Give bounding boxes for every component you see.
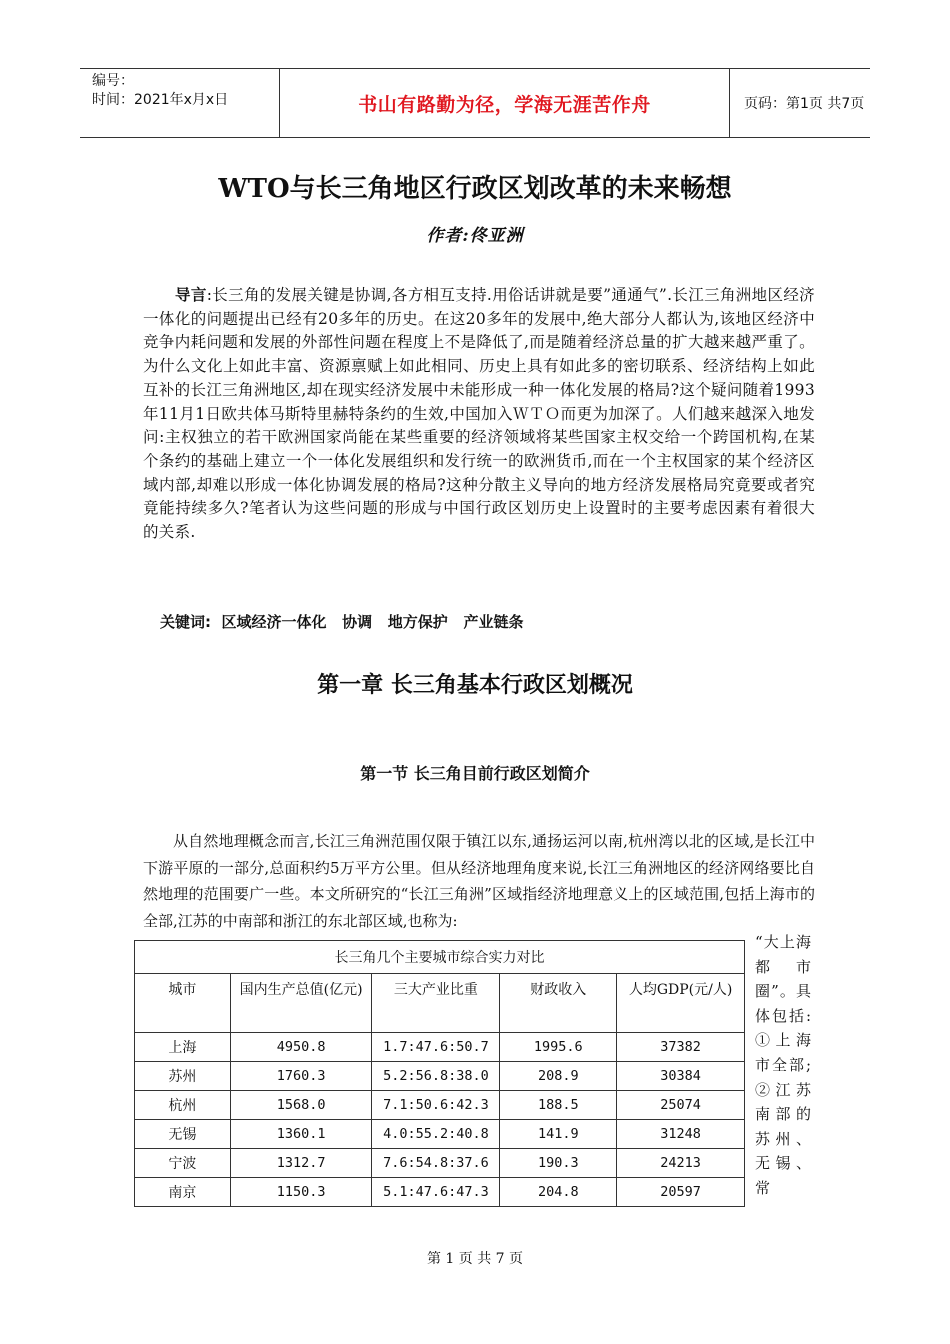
body-paragraph bbox=[143, 828, 815, 934]
column-header: 城市 bbox=[135, 974, 231, 1033]
table-cell: 31248 bbox=[617, 1120, 745, 1149]
table-cell: 1.7:47.6:50.7 bbox=[372, 1033, 500, 1062]
table-cell: 188.5 bbox=[500, 1091, 617, 1120]
table-cell: 无锡 bbox=[135, 1120, 231, 1149]
table-header-row bbox=[135, 974, 745, 1033]
table-cell: 1760.3 bbox=[230, 1062, 372, 1091]
table-cell: 5.1:47.6:47.3 bbox=[372, 1178, 500, 1207]
table-row bbox=[135, 1178, 745, 1207]
doc-time-label: 时间：2021年x月x日 bbox=[92, 92, 229, 108]
table-cell: 208.9 bbox=[500, 1062, 617, 1091]
table-cell: 190.3 bbox=[500, 1149, 617, 1178]
section-heading: 第一节 长三角目前行政区划简介 bbox=[360, 764, 590, 783]
document-author: 作者:佟亚洲 bbox=[426, 226, 524, 246]
column-header: 三大产业比重 bbox=[372, 974, 500, 1033]
table-cell: 1568.0 bbox=[230, 1091, 372, 1120]
column-header: 国内生产总值(亿元) bbox=[230, 974, 372, 1033]
header-motto: 书山有路勤为径，学海无涯苦作舟 bbox=[358, 93, 651, 116]
city-comparison-table bbox=[134, 940, 745, 1207]
header-motto-cell bbox=[280, 69, 730, 137]
intro-paragraph bbox=[143, 284, 815, 545]
table-cell: 37382 bbox=[617, 1033, 745, 1062]
column-header: 财政收入 bbox=[500, 974, 617, 1033]
table-cell: 7.6:54.8:37.6 bbox=[372, 1149, 500, 1178]
body-text: 从自然地理概念而言,长江三角洲范围仅限于镇江以东,通扬运河以南,杭州湾以北的区域,是长江中下游平原的一部分,总面积约5万平方公里。但从经济地理角度来说,长江三角洲地区的经济网络要比自然地理的范围要广一些。本文所研究的“长江三角洲”区域指经济地理意义上的区域范围,包括上海市的全部,江苏的中南部和浙江的东北部区域,也称为: bbox=[143, 832, 815, 930]
table-row bbox=[135, 1149, 745, 1178]
page-header bbox=[80, 68, 870, 138]
table-cell: 30384 bbox=[617, 1062, 745, 1091]
table-cell: 苏州 bbox=[135, 1062, 231, 1091]
table-cell: 5.2:56.8:38.0 bbox=[372, 1062, 500, 1091]
table-cell: 宁波 bbox=[135, 1149, 231, 1178]
chapter-heading: 第一章 长三角基本行政区划概况 bbox=[317, 673, 633, 698]
doc-number-label: 编号： bbox=[92, 73, 134, 89]
table-cell: 4950.8 bbox=[230, 1033, 372, 1062]
intro-text: :长三角的发展关键是协调,各方相互支持.用俗话讲就是要”通通气”.长江三角洲地区经济一体化的问题提出已经有20多年的历史。在这20多年的发展中,绝大部分人都认为,该地区经济中竞争内耗问题和发展的外部性问题在程度上不是降低了,而是随着经济总量的扩大越来越严重了。为什么文化上如此丰富、资源禀赋上如此相同、历史上具有如此多的密切联系、经济结构上如此互补的长江三角洲地区,却在现实经济发展中未能形成一种一体化发展的格局?这个疑问随着1993年11月1日欧共体马斯特里赫特条约的生效,中国加入ＷＴＯ而更为加深了。人们越来越深入地发问:主权独立的若干欧洲国家尚能在某些重要的经济领域将某些国家主权交给一个跨国机构,在某个条约的基础上建立一个一体化发展组织和发行统一的欧洲货币,而在一个主权国家的某个经济区域内部,却难以形成一体化协调发展的格局?这种分散主义导向的地方经济发展格局究竟要或者究竟能持续多久?笔者认为这些问题的形成与中国行政区划历史上设置时的主要考虑因素有着很大的关系. bbox=[143, 286, 815, 542]
table-row bbox=[135, 1033, 745, 1062]
intro-label: 导言 bbox=[175, 286, 207, 304]
column-header: 人均GDP(元/人) bbox=[617, 974, 745, 1033]
table-cell: 7.1:50.6:42.3 bbox=[372, 1091, 500, 1120]
keywords-line: 关键词: 区域经济一体化 协调 地方保护 产业链条 bbox=[160, 613, 524, 631]
table-cell: 25074 bbox=[617, 1091, 745, 1120]
side-text-column: “大上海都市圈”。具体包括:①上海市全部;②江苏南部的苏州、无锡、常 bbox=[755, 933, 811, 1197]
table-cell: 1312.7 bbox=[230, 1149, 372, 1178]
table-cell: 24213 bbox=[617, 1149, 745, 1178]
table-row bbox=[135, 1091, 745, 1120]
table-row bbox=[135, 1062, 745, 1091]
header-page-info: 页码：第1页 共7页 bbox=[744, 96, 865, 112]
table-cell: 南京 bbox=[135, 1178, 231, 1207]
table-cell: 1995.6 bbox=[500, 1033, 617, 1062]
document-title: WTO与长三角地区行政区划改革的未来畅想 bbox=[218, 174, 732, 204]
page-footer: 第 1 页 共 7 页 bbox=[426, 1251, 524, 1267]
table-row bbox=[135, 1120, 745, 1149]
table-caption: 长三角几个主要城市综合实力对比 bbox=[135, 941, 745, 974]
table-cell: 204.8 bbox=[500, 1178, 617, 1207]
table-cell: 4.0:55.2:40.8 bbox=[372, 1120, 500, 1149]
table-cell: 杭州 bbox=[135, 1091, 231, 1120]
table-cell: 20597 bbox=[617, 1178, 745, 1207]
table-cell: 141.9 bbox=[500, 1120, 617, 1149]
table-cell: 上海 bbox=[135, 1033, 231, 1062]
header-meta bbox=[80, 69, 280, 137]
table-cell: 1150.3 bbox=[230, 1178, 372, 1207]
table-cell: 1360.1 bbox=[230, 1120, 372, 1149]
